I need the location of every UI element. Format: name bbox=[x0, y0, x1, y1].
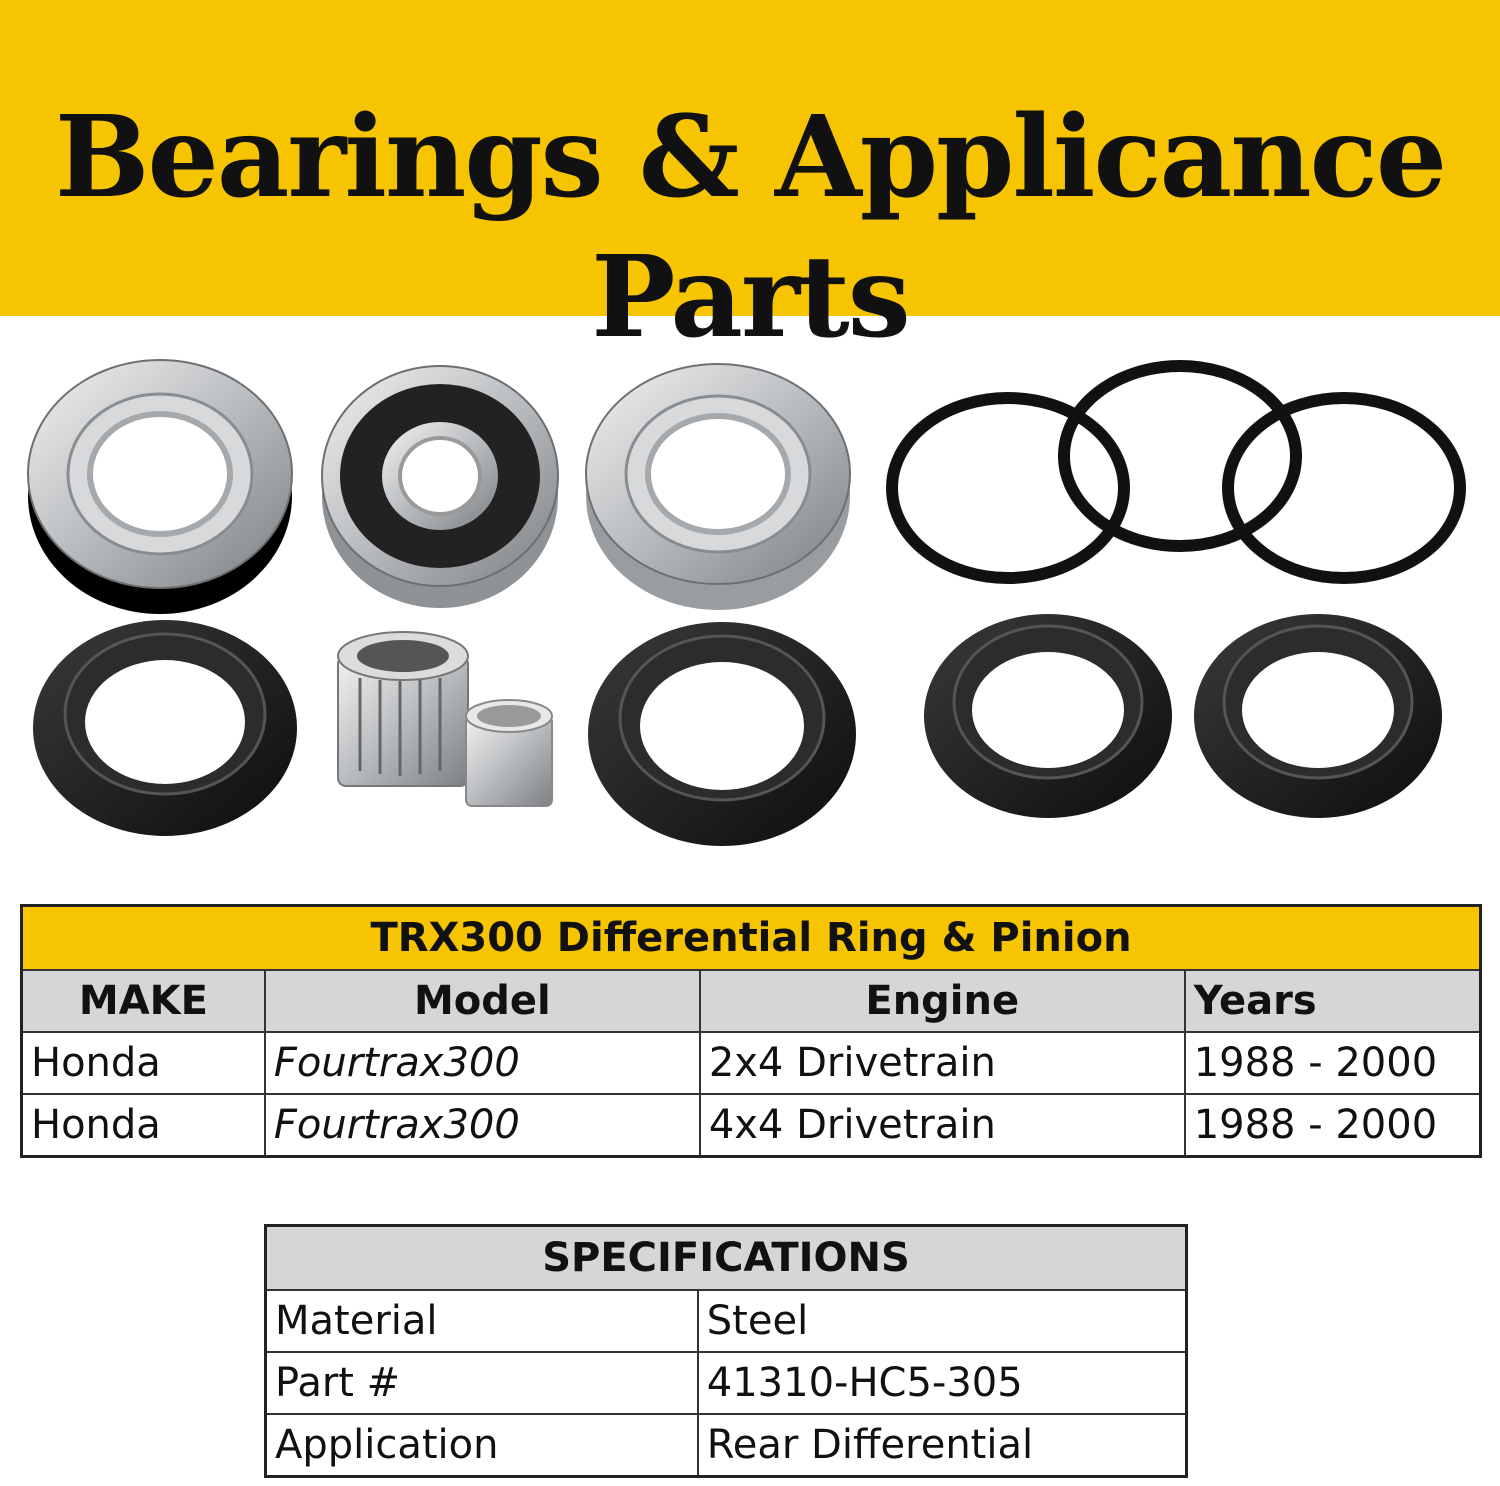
cell-make: Honda bbox=[22, 1094, 265, 1157]
ball-bearing-icon bbox=[586, 364, 850, 610]
column-header-engine: Engine bbox=[700, 970, 1185, 1032]
page-title: Bearings & Applicance Parts bbox=[54, 92, 1446, 363]
table-row bbox=[266, 1290, 1187, 1352]
oil-seal-icon bbox=[588, 622, 856, 846]
specifications-title: SPECIFICATIONS bbox=[266, 1226, 1187, 1291]
cell-make: Honda bbox=[22, 1032, 265, 1094]
title-banner bbox=[0, 0, 1500, 363]
cell-engine: 4x4 Drivetrain bbox=[700, 1094, 1185, 1157]
o-ring-icon bbox=[1228, 398, 1460, 578]
sealed-bearing-icon bbox=[322, 366, 558, 608]
spec-value: Rear Differential bbox=[698, 1414, 1187, 1477]
oil-seal-icon bbox=[1194, 614, 1442, 818]
spec-label: Material bbox=[266, 1290, 698, 1352]
spec-label: Application bbox=[266, 1414, 698, 1477]
column-header-model: Model bbox=[265, 970, 700, 1032]
cell-engine: 2x4 Drivetrain bbox=[700, 1032, 1185, 1094]
column-header-years: Years bbox=[1185, 970, 1481, 1032]
spec-value: Steel bbox=[698, 1290, 1187, 1352]
table-row bbox=[266, 1352, 1187, 1414]
table-row bbox=[266, 1414, 1187, 1477]
table-row bbox=[22, 1032, 1481, 1094]
spec-value: 41310-HC5-305 bbox=[698, 1352, 1187, 1414]
fitment-table bbox=[20, 904, 1482, 1158]
needle-bearing-icon bbox=[338, 632, 468, 786]
o-ring-icon bbox=[1064, 366, 1296, 546]
parts-photo bbox=[0, 316, 1500, 896]
bushing-icon bbox=[466, 700, 552, 806]
ball-bearing-icon bbox=[28, 360, 292, 614]
o-ring-icon bbox=[892, 398, 1124, 578]
cell-model: Fourtrax300 bbox=[265, 1094, 700, 1157]
table-row bbox=[22, 1094, 1481, 1157]
cell-years: 1988 - 2000 bbox=[1185, 1094, 1481, 1157]
cell-model: Fourtrax300 bbox=[265, 1032, 700, 1094]
specifications-table bbox=[264, 1224, 1188, 1478]
oil-seal-icon bbox=[33, 620, 297, 836]
cell-years: 1988 - 2000 bbox=[1185, 1032, 1481, 1094]
column-header-make: MAKE bbox=[22, 970, 265, 1032]
spec-label: Part # bbox=[266, 1352, 698, 1414]
oil-seal-icon bbox=[924, 614, 1172, 818]
fitment-title: TRX300 Differential Ring & Pinion bbox=[22, 906, 1481, 971]
